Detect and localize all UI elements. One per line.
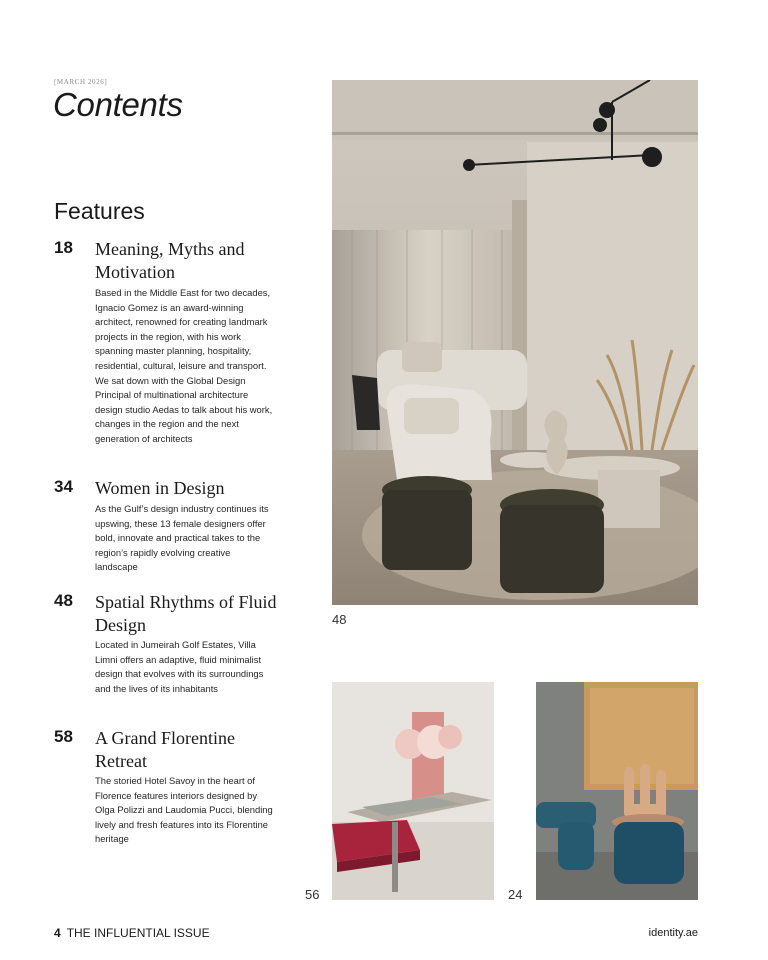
feature-description: Located in Jumeirah Golf Estates, Villa Limni offers an adaptive, fluid minimalist design that evolves with its surroundings and the lives of its inhabitants [95, 639, 264, 694]
feature-title[interactable]: Meaning, Myths and Motivation [95, 239, 245, 282]
sculptural-stool-illustration [536, 682, 698, 900]
feature-description: The storied Hotel Savoy in the heart of Florence features interiors designed by Olga Polizzi and Laudomia Pucci, blending lively and fresh features into its Florentine heritage [95, 775, 273, 845]
feature-title[interactable]: Spatial Rhythms of Fluid Design [95, 592, 277, 635]
issue-date: [MARCH 2026] [54, 78, 108, 86]
living-room-illustration [332, 80, 698, 605]
footer-issue-name: THE INFLUENTIAL ISSUE [66, 926, 210, 940]
photo-caption-bottom-right: 24 [508, 887, 523, 902]
feature-page-number: 18 [54, 238, 73, 257]
feature-page-number: 58 [54, 727, 73, 746]
footer-website-link[interactable]: identity.ae [648, 927, 698, 939]
feature-description: As the Gulf’s design industry continues its upswing, these 13 female designers offer bold, innovate and practical takes to the region’s rapidly evolving creative landscape [95, 503, 269, 573]
footer-issue [54, 926, 210, 940]
footer-page-number: 4 [54, 926, 61, 940]
photo-furniture-table[interactable] [332, 682, 494, 900]
feature-page-number: 34 [54, 477, 73, 496]
photo-caption-main: 48 [332, 612, 347, 627]
feature-page-number: 48 [54, 591, 73, 610]
feature-title[interactable]: A Grand Florentine Retreat [95, 728, 235, 771]
feature-title[interactable]: Women in Design [95, 478, 225, 498]
section-heading-features: Features [54, 198, 145, 224]
glass-table-illustration [332, 682, 494, 900]
photo-caption-bottom-left: 56 [305, 887, 320, 902]
photo-sculptural-stool[interactable] [536, 682, 698, 900]
feature-description: Based in the Middle East for two decades, Ignacio Gomez is an award-winning architect, renowned for creating landmark projects in the region, with his work spanning master planning, hospitality, residential, cultural, leisure and transport. We sat down with the Global Design Principal of multinational architecture design studio Aedas to talk about his work, changes in the region and the next generation of architects [95, 287, 273, 444]
photo-living-room[interactable] [332, 80, 698, 605]
page-title: Contents [53, 86, 183, 123]
